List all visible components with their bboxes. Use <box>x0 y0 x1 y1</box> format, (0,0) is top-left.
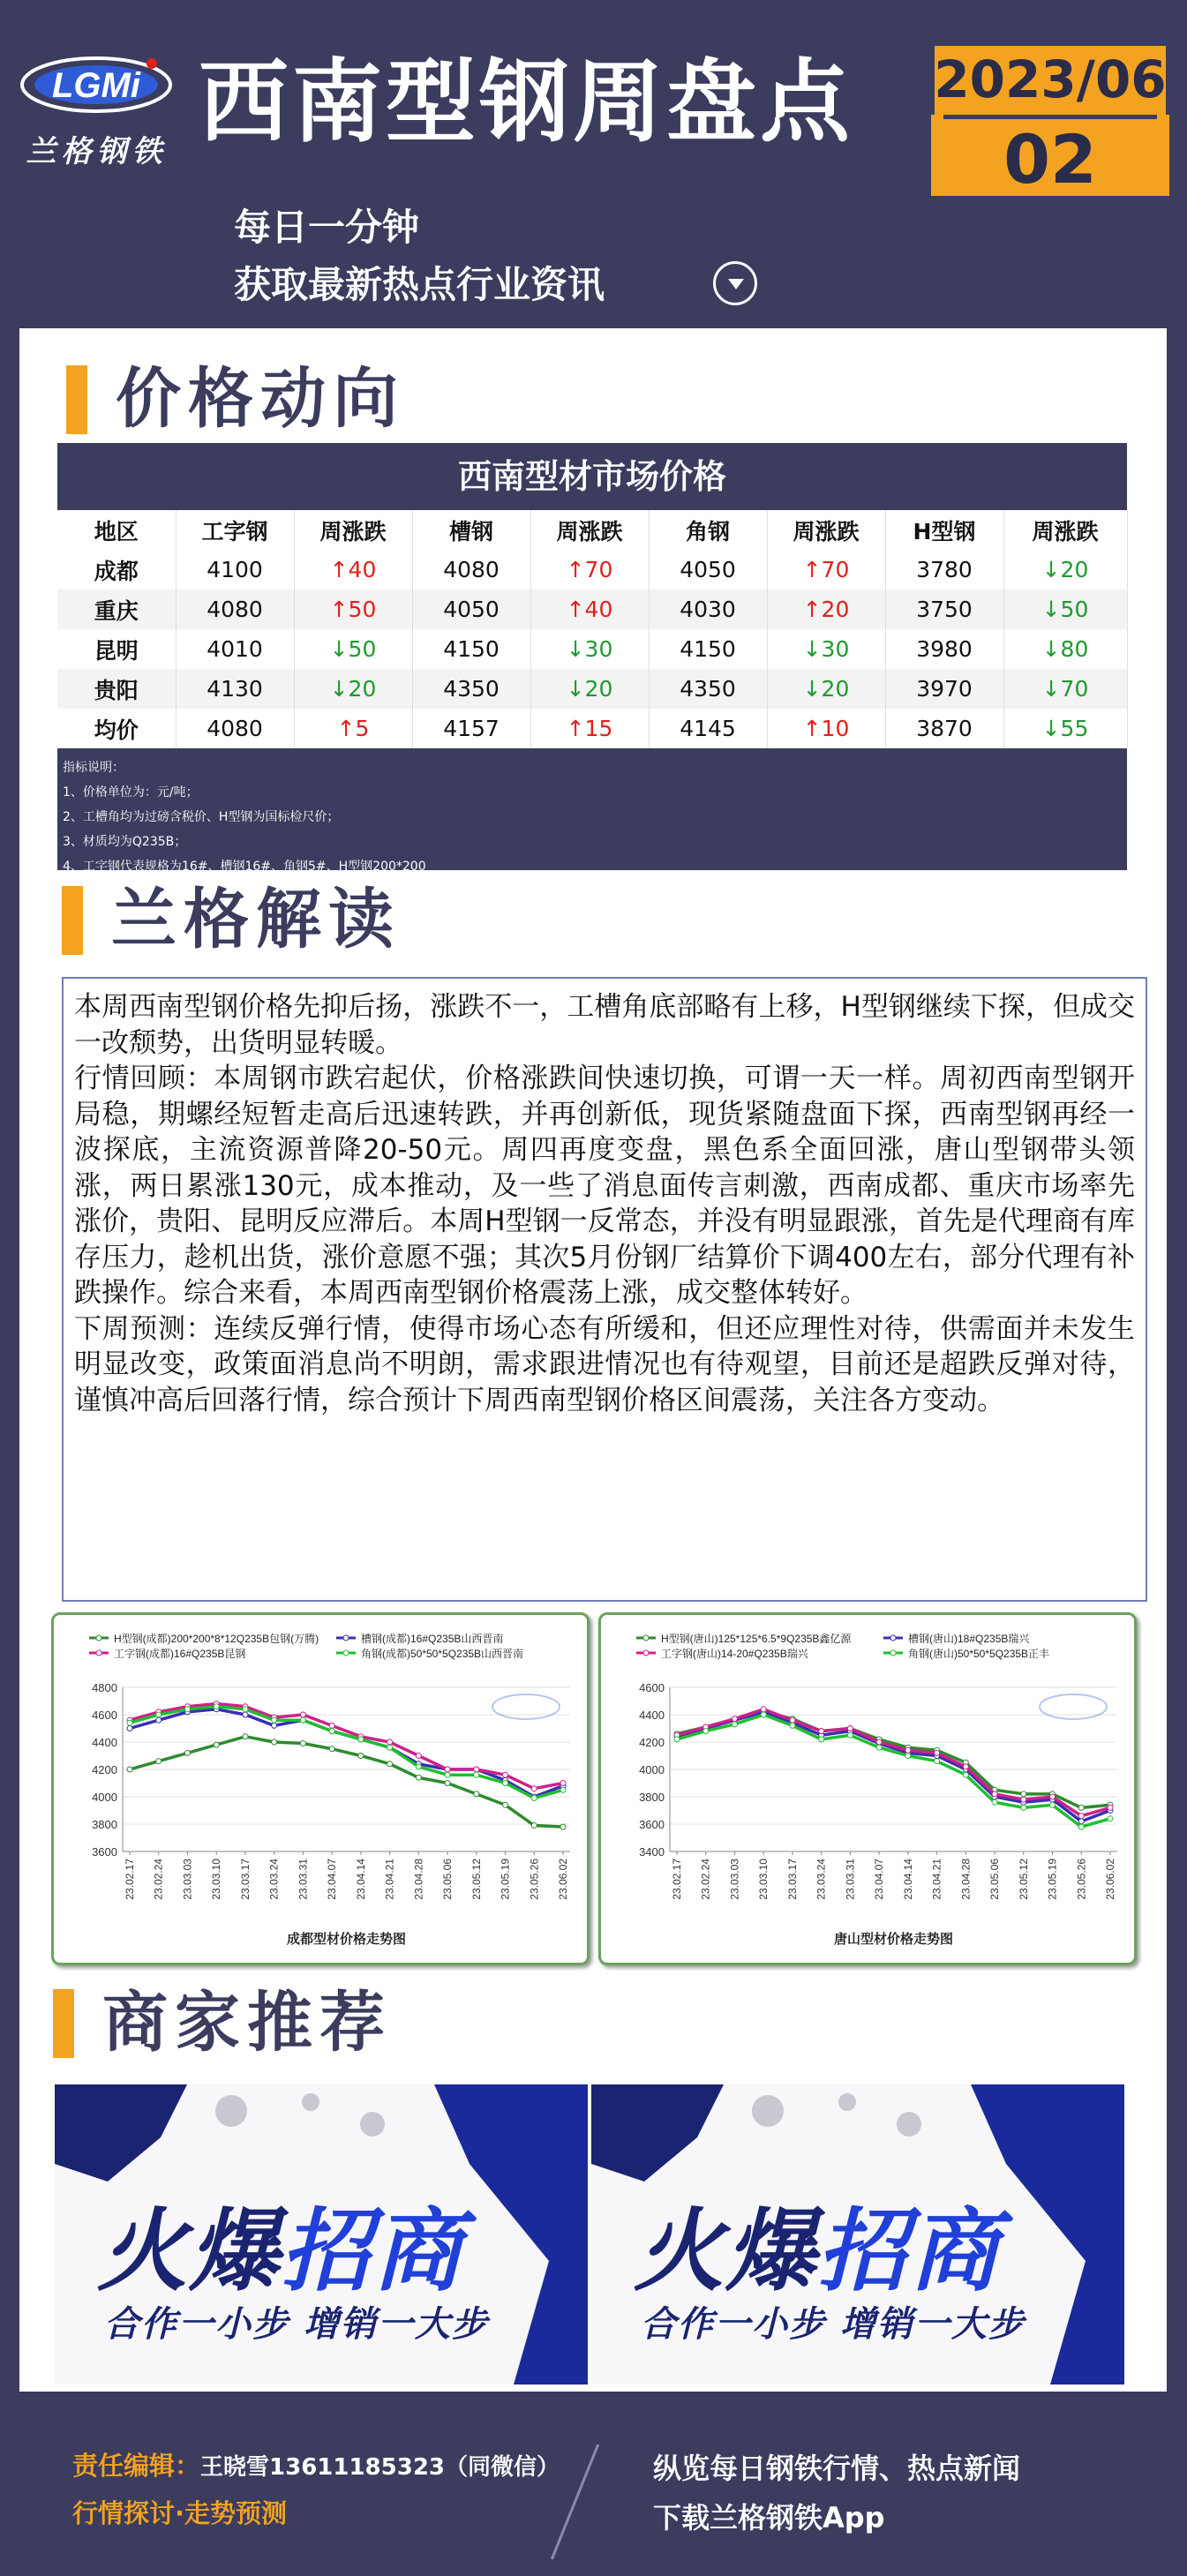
chart-title: 成都型材价格走势图 <box>286 1931 407 1947</box>
merchant-banner[interactable] <box>55 2084 588 2384</box>
data-point <box>156 1759 162 1764</box>
x-tick-label: 23.03.10 <box>757 1859 770 1900</box>
data-point <box>214 1742 219 1747</box>
data-point <box>732 1722 737 1727</box>
legend-entry: 角钢(唐山)50*50*5Q235B正丰 <box>908 1648 1050 1660</box>
y-tick-label: 4000 <box>639 1763 665 1776</box>
table-row <box>57 629 1127 669</box>
data-point <box>445 1781 450 1786</box>
data-point <box>963 1764 968 1769</box>
price-cell: 3750 <box>885 590 1003 629</box>
price-cell: 4050 <box>412 590 530 629</box>
y-tick-label: 3400 <box>639 1845 665 1859</box>
price-cell: 4350 <box>412 669 530 709</box>
x-tick-label: 23.06.02 <box>1104 1859 1116 1900</box>
chengdu-price-chart <box>51 1612 590 1965</box>
data-point <box>474 1772 479 1777</box>
price-cell: 4010 <box>176 629 294 669</box>
column-header: 角钢 <box>649 510 767 550</box>
legend-marker <box>890 1635 896 1641</box>
price-cell: 4157 <box>412 709 530 748</box>
data-point <box>560 1787 566 1792</box>
change-cell: ↓30 <box>530 629 649 669</box>
watermark-logo <box>492 1694 560 1719</box>
editor-info <box>72 2446 560 2482</box>
price-cell: 3870 <box>885 709 1003 748</box>
x-tick-label: 23.04.07 <box>873 1859 886 1900</box>
data-point <box>184 1707 190 1712</box>
chevron-down-icon[interactable] <box>713 261 757 305</box>
data-point <box>1078 1819 1084 1824</box>
x-tick-label: 23.05.12 <box>470 1859 483 1900</box>
area-cell: 成都 <box>57 550 176 590</box>
y-tick-label: 4200 <box>92 1763 117 1776</box>
data-point <box>1078 1824 1084 1829</box>
data-point <box>531 1823 537 1829</box>
x-tick-label: 23.04.21 <box>383 1859 396 1900</box>
column-header: 工字钢 <box>176 510 294 550</box>
legend-entry: 槽钢(成都)16#Q235B山西晋南 <box>361 1633 504 1645</box>
table-header-row <box>57 510 1127 550</box>
price-cell: 3970 <box>885 669 1003 709</box>
y-tick-label: 3800 <box>639 1791 665 1804</box>
x-tick-label: 23.03.10 <box>210 1859 223 1900</box>
data-point <box>1021 1797 1026 1802</box>
data-point <box>1050 1802 1056 1807</box>
analysis-paragraph: 下周预测：连续反弹行情，使得市场心态有所缓和，但还应理性对待，供需面并未发生明显改变，政策面消息尚不明朗，需求跟进情况也有待观望，目前还是超跌反弹对待，谨慎冲高后回落行情，综合预计下周西南型钢价格区间震荡，关注各方变动。 <box>74 1312 1135 1416</box>
y-tick-label: 4400 <box>92 1736 117 1749</box>
change-cell: ↑70 <box>767 550 885 590</box>
data-point <box>1021 1791 1026 1797</box>
data-point <box>674 1737 680 1742</box>
area-cell: 均价 <box>57 709 176 748</box>
banner-headline-part-1: 火爆 <box>97 2199 281 2304</box>
change-cell: ↑40 <box>294 550 412 590</box>
x-tick-label: 23.03.31 <box>844 1859 857 1900</box>
lgmi-logo-icon <box>19 51 174 116</box>
x-tick-label: 23.03.17 <box>785 1859 799 1900</box>
svg-text:LGMi: LGMi <box>52 66 140 105</box>
data-point <box>300 1712 305 1717</box>
data-point <box>387 1739 393 1745</box>
analysis-section-heading <box>62 875 591 964</box>
change-cell: ↑5 <box>294 709 412 748</box>
change-cell: ↑10 <box>767 709 885 748</box>
data-point <box>272 1723 277 1728</box>
legend-entry: 工字钢(成都)16#Q235B昆钢 <box>114 1648 246 1660</box>
data-point <box>992 1791 997 1797</box>
date-badge <box>931 42 1169 199</box>
change-cell: ↓55 <box>1003 709 1127 748</box>
y-tick-label: 4600 <box>639 1681 665 1694</box>
x-tick-label: 23.05.26 <box>1075 1859 1088 1900</box>
change-cell: ↓30 <box>767 629 885 669</box>
data-point <box>503 1772 508 1777</box>
banner-headline-part-2: 招商 <box>281 2199 464 2304</box>
price-cell: 4100 <box>176 550 294 590</box>
data-point <box>847 1732 853 1738</box>
price-cell: 4080 <box>176 590 294 629</box>
data-point <box>560 1781 566 1786</box>
y-tick-label: 4000 <box>92 1791 117 1804</box>
table-row <box>57 550 1127 590</box>
area-cell: 贵阳 <box>57 669 176 709</box>
data-point <box>503 1802 508 1807</box>
data-point <box>531 1786 537 1791</box>
data-point <box>243 1712 248 1717</box>
banner-headline <box>634 2180 1001 2309</box>
price-cell: 4080 <box>412 550 530 590</box>
price-section-heading <box>66 355 596 443</box>
column-header: 周涨跌 <box>530 510 649 550</box>
data-point <box>329 1723 334 1728</box>
x-tick-label: 23.03.03 <box>181 1859 194 1900</box>
data-point <box>819 1729 824 1734</box>
legend-entry: H型钢(成都)200*200*8*12Q235B包钢(万腾) <box>114 1633 319 1645</box>
x-tick-label: 23.02.24 <box>699 1859 712 1900</box>
data-point <box>963 1772 968 1777</box>
data-point <box>184 1750 190 1755</box>
data-point <box>1021 1805 1026 1810</box>
banner-headline <box>97 2180 464 2309</box>
note-line: 2、工槽角均为过磅含税价、H型钢为国标检尺价； <box>63 810 340 824</box>
data-point <box>876 1739 882 1745</box>
x-tick-label: 23.06.02 <box>557 1859 569 1900</box>
watermark-ring <box>1040 1694 1107 1719</box>
x-tick-label: 23.03.31 <box>297 1859 310 1900</box>
table-notes <box>57 748 1127 874</box>
note-line: 指标说明： <box>63 761 124 775</box>
price-table <box>57 443 1127 874</box>
data-point <box>1078 1805 1084 1810</box>
column-header: H型钢 <box>885 510 1003 550</box>
section-title: 价格动向 <box>116 361 405 437</box>
data-point <box>703 1729 709 1734</box>
legend-entry: H型钢(唐山)125*125*6.5*9Q235B鑫亿源 <box>661 1633 852 1645</box>
banner-slogan: 合作一小步 增销一大步 <box>104 2304 489 2345</box>
x-tick-label: 23.05.12 <box>1017 1859 1030 1900</box>
legend-entry: 角钢(成都)50*50*5Q235B山西晋南 <box>361 1648 524 1660</box>
note-line: 1、价格单位为：元/吨； <box>63 785 199 800</box>
data-point <box>876 1745 882 1750</box>
x-tick-label: 23.03.24 <box>267 1859 281 1900</box>
data-point <box>474 1767 479 1772</box>
footer-promo-line-2[interactable]: 下载兰格钢铁App <box>653 2501 885 2535</box>
table-row <box>57 669 1127 709</box>
date-day: 02 <box>1003 120 1097 199</box>
analysis-paragraph: 本周西南型钢价格先抑后扬，涨跌不一，工槽角底部略有上移，H型钢继续下探，但成交一改颓势，出货明显转暖。 <box>74 991 1135 1059</box>
subtitle-line-2: 获取最新热点行业资讯 <box>234 263 605 306</box>
data-point <box>761 1707 766 1712</box>
y-tick-label: 3600 <box>92 1845 117 1859</box>
data-point <box>847 1726 853 1731</box>
data-point <box>127 1767 132 1772</box>
chart-title: 唐山型材价格走势图 <box>833 1931 954 1947</box>
column-header: 周涨跌 <box>1003 510 1127 550</box>
table-row <box>57 590 1127 629</box>
data-point <box>416 1775 421 1780</box>
y-tick-label: 4400 <box>639 1709 665 1722</box>
data-point <box>329 1729 334 1734</box>
footer-promo-line-1: 纵览每日钢铁行情、热点新闻 <box>653 2452 1021 2485</box>
x-tick-label: 23.05.26 <box>528 1859 541 1900</box>
y-tick-label: 3600 <box>639 1818 665 1831</box>
x-tick-label: 23.05.06 <box>988 1859 1002 1900</box>
data-point <box>935 1759 940 1764</box>
note-line: 3、材质均为Q235B； <box>63 835 187 849</box>
data-point <box>503 1781 508 1786</box>
table-title: 西南型材市场价格 <box>57 443 1127 510</box>
data-point <box>761 1712 766 1717</box>
change-cell: ↓80 <box>1003 629 1127 669</box>
lgmi-logo <box>19 51 174 169</box>
area-cell: 重庆 <box>57 590 176 629</box>
x-tick-label: 23.05.19 <box>499 1859 512 1900</box>
legend-marker <box>96 1650 101 1656</box>
x-tick-label: 23.02.17 <box>124 1859 136 1900</box>
data-point <box>127 1720 132 1725</box>
change-cell: ↓50 <box>1003 590 1127 629</box>
legend-entry: 工字钢(唐山)14-20#Q235B瑞兴 <box>661 1648 808 1660</box>
footer <box>0 2392 1187 2576</box>
change-cell: ↑40 <box>530 590 649 629</box>
x-tick-label: 23.03.17 <box>238 1859 252 1900</box>
header <box>0 0 1187 327</box>
x-tick-label: 23.04.14 <box>901 1859 914 1900</box>
legend-marker <box>96 1635 101 1641</box>
chengdu-chart-svg <box>54 1615 587 1963</box>
x-tick-label: 23.04.28 <box>412 1859 425 1900</box>
price-cell: 4145 <box>649 709 767 748</box>
date-year-month: 2023/06 <box>934 49 1167 109</box>
data-point <box>935 1750 940 1755</box>
change-cell: ↑70 <box>530 550 649 590</box>
data-point <box>905 1747 911 1753</box>
data-point <box>272 1717 277 1723</box>
price-cell: 3780 <box>885 550 1003 590</box>
content-panel <box>19 328 1167 2392</box>
x-tick-label: 23.02.17 <box>671 1859 683 1900</box>
data-point <box>272 1739 277 1745</box>
price-cell: 4050 <box>649 550 767 590</box>
data-point <box>1108 1816 1113 1821</box>
column-header: 地区 <box>57 510 176 550</box>
data-point <box>416 1764 421 1769</box>
watermark-logo <box>1040 1694 1107 1719</box>
column-header: 槽钢 <box>412 510 530 550</box>
editor-label: 责任编辑： <box>72 2451 201 2481</box>
data-point <box>819 1737 824 1742</box>
editor-name: 王晓雪13611185323（同微信） <box>200 2454 560 2481</box>
logo-chinese-text: 兰格钢铁 <box>26 134 168 169</box>
legend-marker <box>343 1650 349 1656</box>
data-point <box>531 1796 537 1801</box>
data-point <box>416 1754 421 1759</box>
section-title: 兰格解读 <box>111 882 401 958</box>
data-point <box>732 1716 737 1722</box>
tangshan-chart-svg <box>601 1615 1134 1963</box>
data-point <box>1078 1814 1084 1819</box>
data-point <box>243 1707 248 1712</box>
x-tick-label: 23.03.03 <box>728 1859 741 1900</box>
area-cell: 昆明 <box>57 629 176 669</box>
x-tick-label: 23.05.06 <box>441 1859 455 1900</box>
series-line <box>677 1715 1110 1827</box>
y-tick-label: 3800 <box>92 1818 117 1831</box>
x-tick-label: 23.04.21 <box>930 1859 943 1900</box>
y-tick-label: 4200 <box>639 1736 665 1749</box>
x-tick-label: 23.04.28 <box>959 1859 973 1900</box>
change-cell: ↓70 <box>1003 669 1127 709</box>
data-point <box>992 1799 997 1805</box>
price-cell: 4150 <box>649 629 767 669</box>
merchant-banner[interactable] <box>591 2084 1124 2384</box>
data-point <box>1050 1794 1056 1799</box>
data-point <box>560 1824 566 1829</box>
price-cell: 3980 <box>885 629 1003 669</box>
change-cell: ↑20 <box>767 590 885 629</box>
watermark-ring <box>492 1694 560 1719</box>
legend-marker <box>643 1650 649 1656</box>
price-cell: 4150 <box>412 629 530 669</box>
change-cell: ↓20 <box>767 669 885 709</box>
x-tick-label: 23.04.07 <box>326 1859 339 1900</box>
price-cell: 4350 <box>649 669 767 709</box>
banner-headline-part-2: 招商 <box>817 2199 1001 2304</box>
data-point <box>156 1717 162 1723</box>
price-cell: 4130 <box>176 669 294 709</box>
data-point <box>329 1746 334 1752</box>
data-point <box>214 1704 219 1709</box>
x-tick-label: 23.02.24 <box>152 1859 165 1900</box>
data-point <box>358 1737 364 1742</box>
data-point <box>127 1726 132 1731</box>
legend-marker <box>643 1635 649 1641</box>
legend-entry: 槽钢(唐山)18#Q235B瑞兴 <box>908 1633 1030 1645</box>
merchant-section-heading <box>53 1979 582 2067</box>
legend-marker <box>343 1635 349 1641</box>
change-cell: ↓20 <box>1003 550 1127 590</box>
footer-tagline: 行情探讨·走势预测 <box>72 2498 288 2528</box>
data-point <box>300 1741 305 1746</box>
column-header: 周涨跌 <box>767 510 885 550</box>
series-line <box>677 1712 1110 1807</box>
change-cell: ↓20 <box>294 669 412 709</box>
data-point <box>445 1767 450 1772</box>
data-point <box>156 1712 162 1717</box>
data-point <box>790 1717 795 1723</box>
x-tick-label: 23.05.19 <box>1046 1859 1059 1900</box>
price-cell: 4030 <box>649 590 767 629</box>
banner-slogan: 合作一小步 增销一大步 <box>641 2304 1025 2345</box>
change-cell: ↓50 <box>294 629 412 669</box>
y-tick-label: 4600 <box>92 1709 117 1722</box>
data-point <box>790 1723 795 1728</box>
data-point <box>474 1791 479 1797</box>
note-line: 4、工字钢代表规格为16#、槽钢16#、角钢5#、H型钢200*200 <box>63 860 426 874</box>
data-point <box>358 1754 364 1759</box>
subtitle-line-1: 每日一分钟 <box>234 206 420 249</box>
y-tick-label: 4800 <box>92 1681 117 1694</box>
data-point <box>445 1772 450 1777</box>
legend-marker <box>890 1650 896 1656</box>
data-point <box>243 1734 248 1739</box>
data-point <box>387 1761 393 1767</box>
x-tick-label: 23.04.14 <box>354 1859 367 1900</box>
price-cell: 4080 <box>176 709 294 748</box>
x-tick-label: 23.03.24 <box>815 1859 828 1900</box>
table-row <box>57 709 1127 748</box>
data-point <box>1108 1805 1113 1810</box>
analysis-text <box>62 977 1147 1602</box>
page-title: 西南型钢周盘点 <box>199 50 853 155</box>
series-line <box>130 1704 563 1789</box>
section-title: 商家推荐 <box>102 1985 392 2061</box>
data-point <box>905 1754 911 1759</box>
banner-headline-part-1: 火爆 <box>634 2199 817 2304</box>
data-point <box>300 1717 305 1723</box>
analysis-paragraph: 行情回顾：本周钢市跌宕起伏，价格涨跌间快速切换，可谓一天一样。周初西南型钢开局稳，期螺经短暂走高后迅速转跌，并再创新低，现货紧随盘面下探，西南型钢再经一波探底，主流资源普降20-50元。周四再度变盘，黑色系全面回涨，唐山型钢带头领涨，两日累涨130元，成本推动，及一些了消息面传言刺激，西南成都、重庆市场率先涨价，贵阳、昆明反应滞后。本周H型钢一反常态，并没有明显跟涨，首先是代理商有库存压力，趁机出货，涨价意愿不强；其次5月份钢厂结算价下调400左右，部分代理有补跌操作。综合来看，本周西南型钢价格震荡上涨，成交整体转好。 <box>74 1063 1135 1309</box>
change-cell: ↑50 <box>294 590 412 629</box>
change-cell: ↑15 <box>530 709 649 748</box>
column-header: 周涨跌 <box>294 510 412 550</box>
tangshan-price-chart <box>598 1612 1137 1965</box>
change-cell: ↓20 <box>530 669 649 709</box>
data-point <box>387 1745 393 1750</box>
